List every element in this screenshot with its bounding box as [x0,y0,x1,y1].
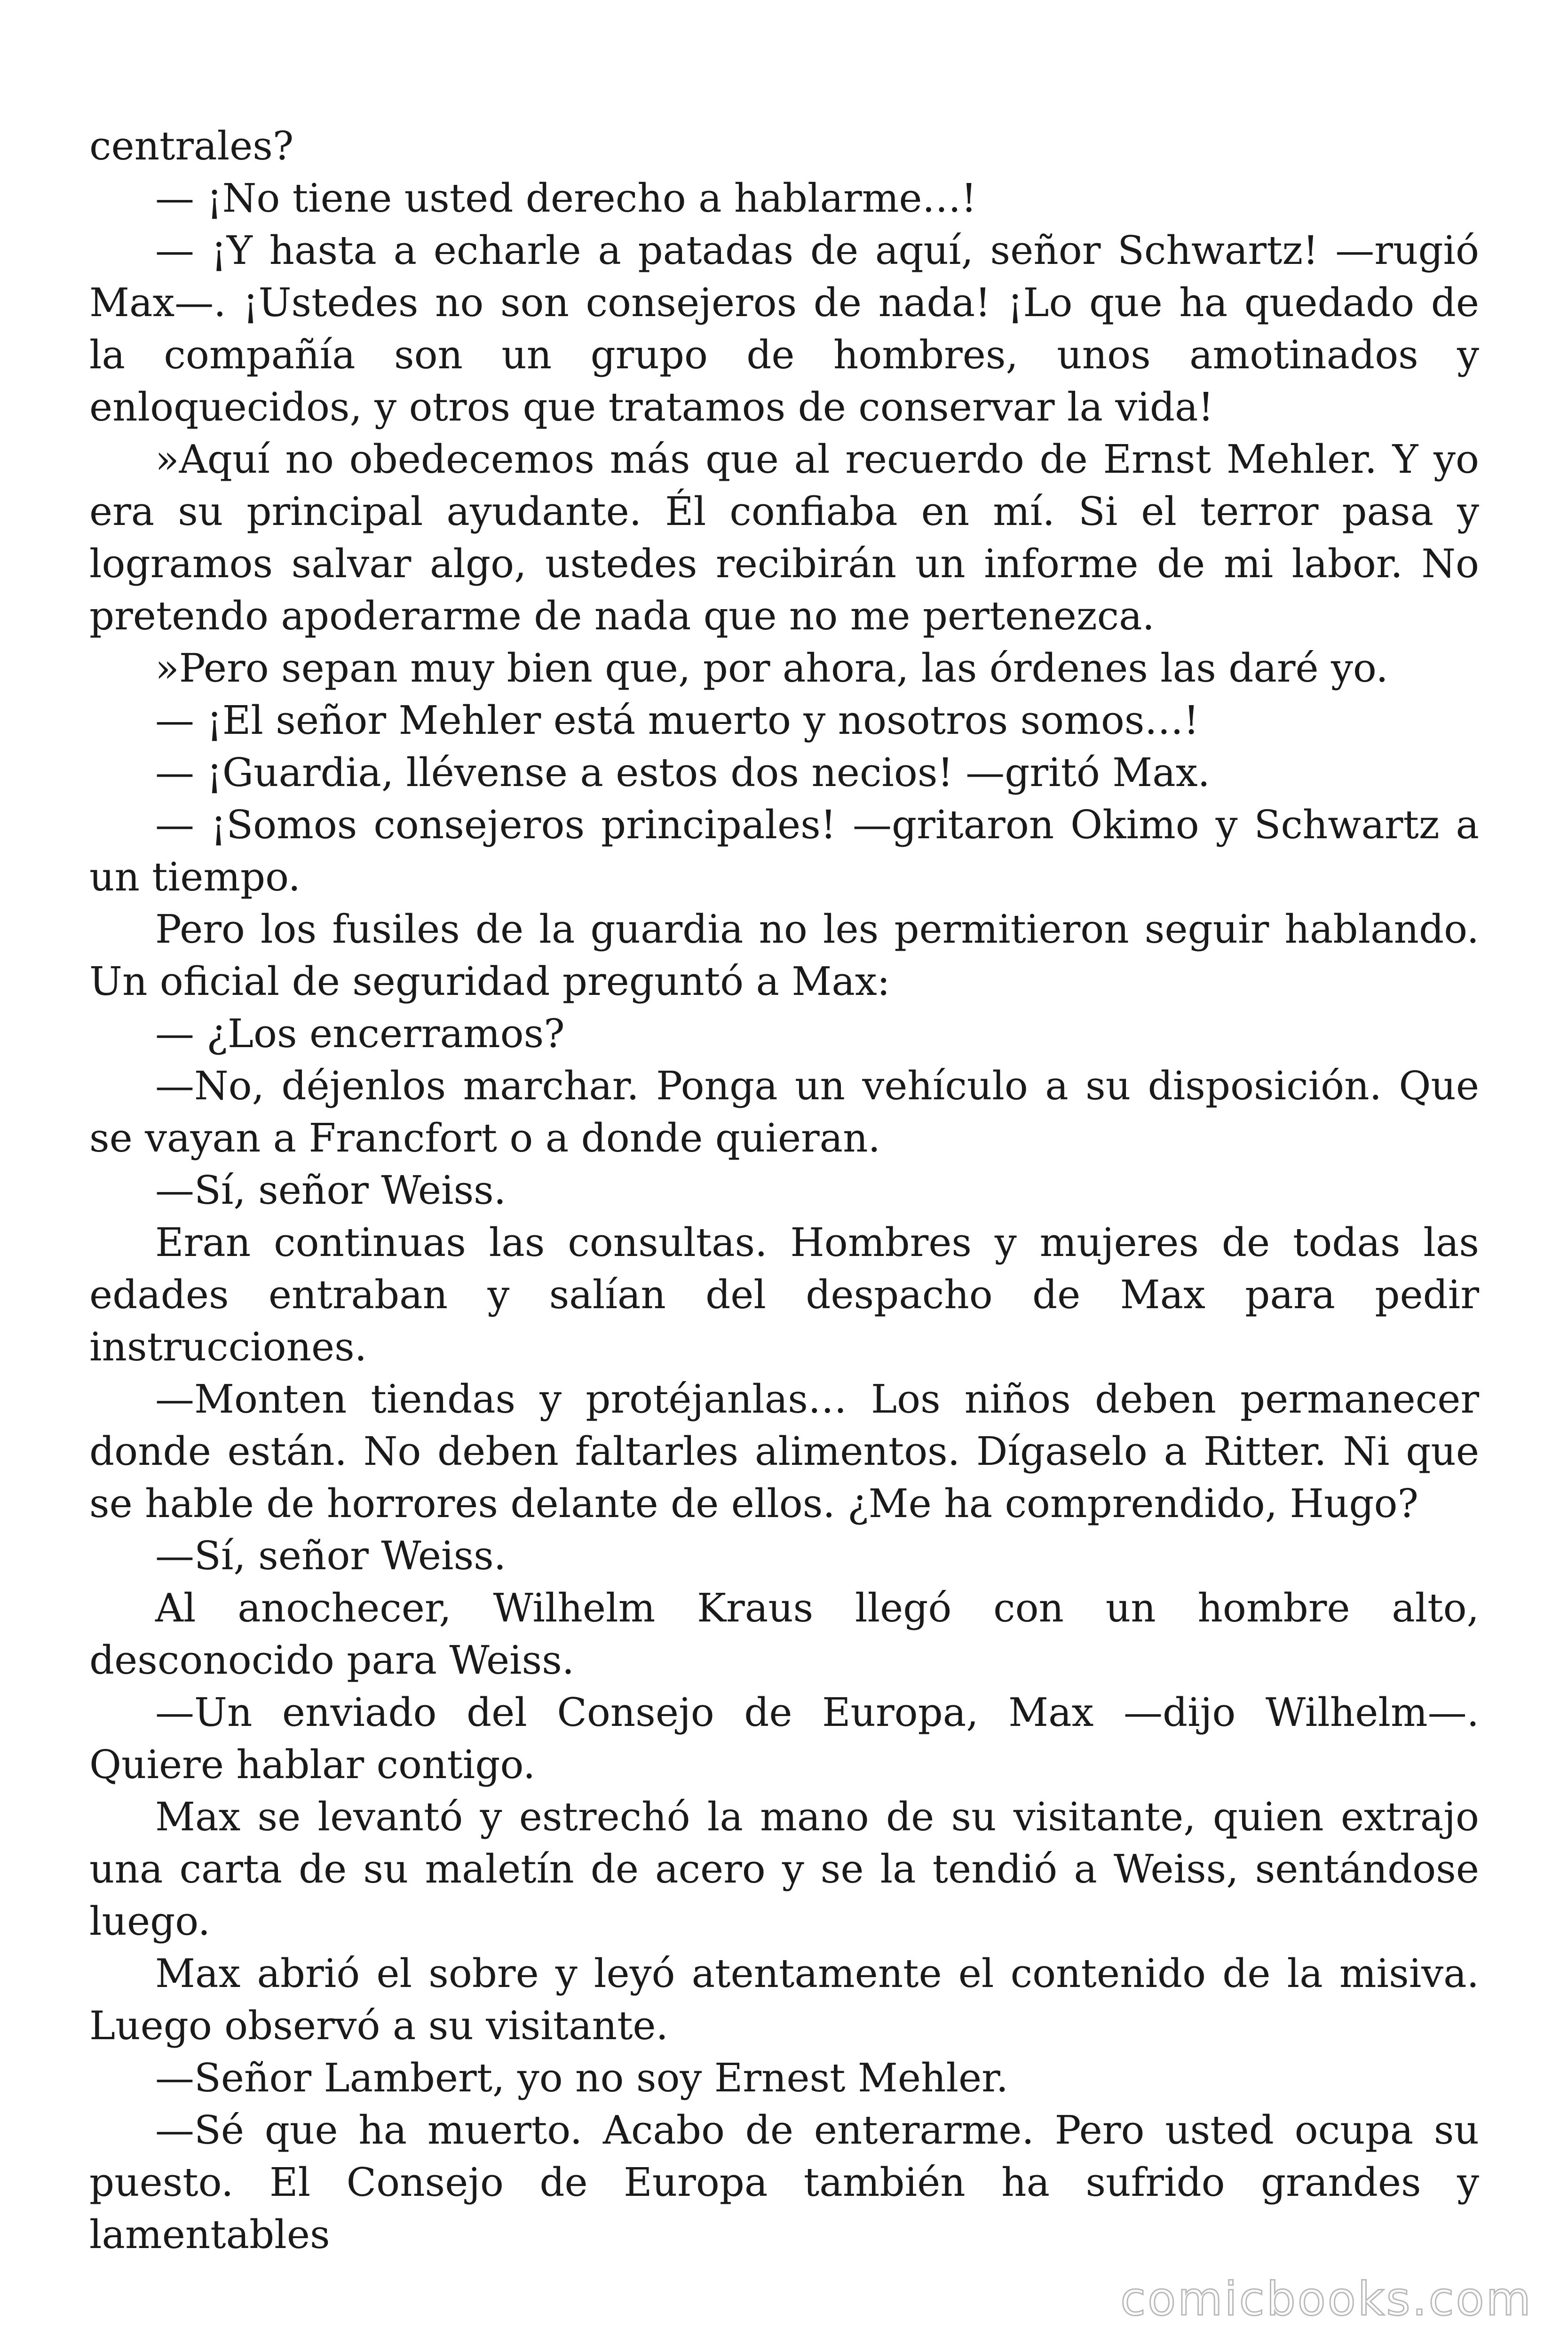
paragraph: — ¡Somos consejeros principales! —gritaron Okimo y Schwartz a un tiempo. [89,802,1479,900]
page-body [89,120,1479,2261]
paragraph: — ¡No tiene usted derecho a hablarme…! [155,175,977,221]
paragraph: —No, déjenlos marchar. Ponga un vehículo a su disposición. Que se vayan a Francfort o a donde quieran. [89,1063,1479,1161]
paragraph: —Sé que ha muerto. Acabo de enterarme. Pero usted ocupa su puesto. El Consejo de Europa también ha sufrido grandes y lamentables [89,2107,1479,2257]
paragraph: — ¡Y hasta a echarle a patadas de aquí, señor Schwartz! —rugió Max—. ¡Ustedes no son consejeros de nada! ¡Lo que ha quedado de la compañía son un grupo de hombres, unos amotinados y enloquecidos, y otros que tratamos de conservar la vida! [89,228,1479,430]
paragraph: »Pero sepan muy bien que, por ahora, las órdenes las daré yo. [155,645,1388,691]
paragraph: »Aquí no obedecemos más que al recuerdo de Ernst Mehler. Y yo era su principal ayudante. Él confiaba en mí. Si el terror pasa y logramos salvar algo, ustedes recibirán un informe de mi labor. No pretendo apoderarme de nada que no me pertenezca. [89,437,1479,639]
paragraph: — ¡El señor Mehler está muerto y nosotros somos…! [155,698,1199,743]
paragraph: —Sí, señor Weiss. [155,1168,507,1213]
paragraph: Max abrió el sobre y leyó atentamente el contenido de la misiva. Luego observó a su visitante. [89,1951,1479,2049]
paragraph: —Monten tiendas y protéjanlas… Los niños deben permanecer donde están. No deben faltarles alimentos. Dígaselo a Ritter. Ni que se hable de horrores delante de ellos. ¿Me ha comprendido, Hugo? [89,1376,1479,1526]
paragraph: Eran continuas las consultas. Hombres y mujeres de todas las edades entraban y salían del despacho de Max para pedir instrucciones. [89,1220,1479,1370]
paragraph: Al anochecer, Wilhelm Kraus llegó con un hombre alto, desconocido para Weiss. [89,1585,1479,1683]
paragraph: — ¿Los encerramos? [155,1011,565,1057]
paragraph: — ¡Guardia, llévense a estos dos necios! —gritó Max. [155,750,1210,795]
paragraph: —Un enviado del Consejo de Europa, Max —dijo Wilhelm—. Quiere hablar contigo. [89,1690,1479,1788]
paragraph: Pero los fusiles de la guardia no les permitieron seguir hablando. Un oficial de seguridad preguntó a Max: [89,906,1479,1004]
paragraph: centrales? [89,123,294,169]
paragraph: —Sí, señor Weiss. [155,1533,507,1579]
watermark-text: comicbooks.com [1120,2273,1533,2326]
paragraph: —Señor Lambert, yo no soy Ernest Mehler. [155,2055,1009,2101]
paragraph: Max se levantó y estrechó la mano de su visitante, quien extrajo una carta de su maletín de acero y se la tendió a Weiss, sentándose luego. [89,1794,1479,1944]
